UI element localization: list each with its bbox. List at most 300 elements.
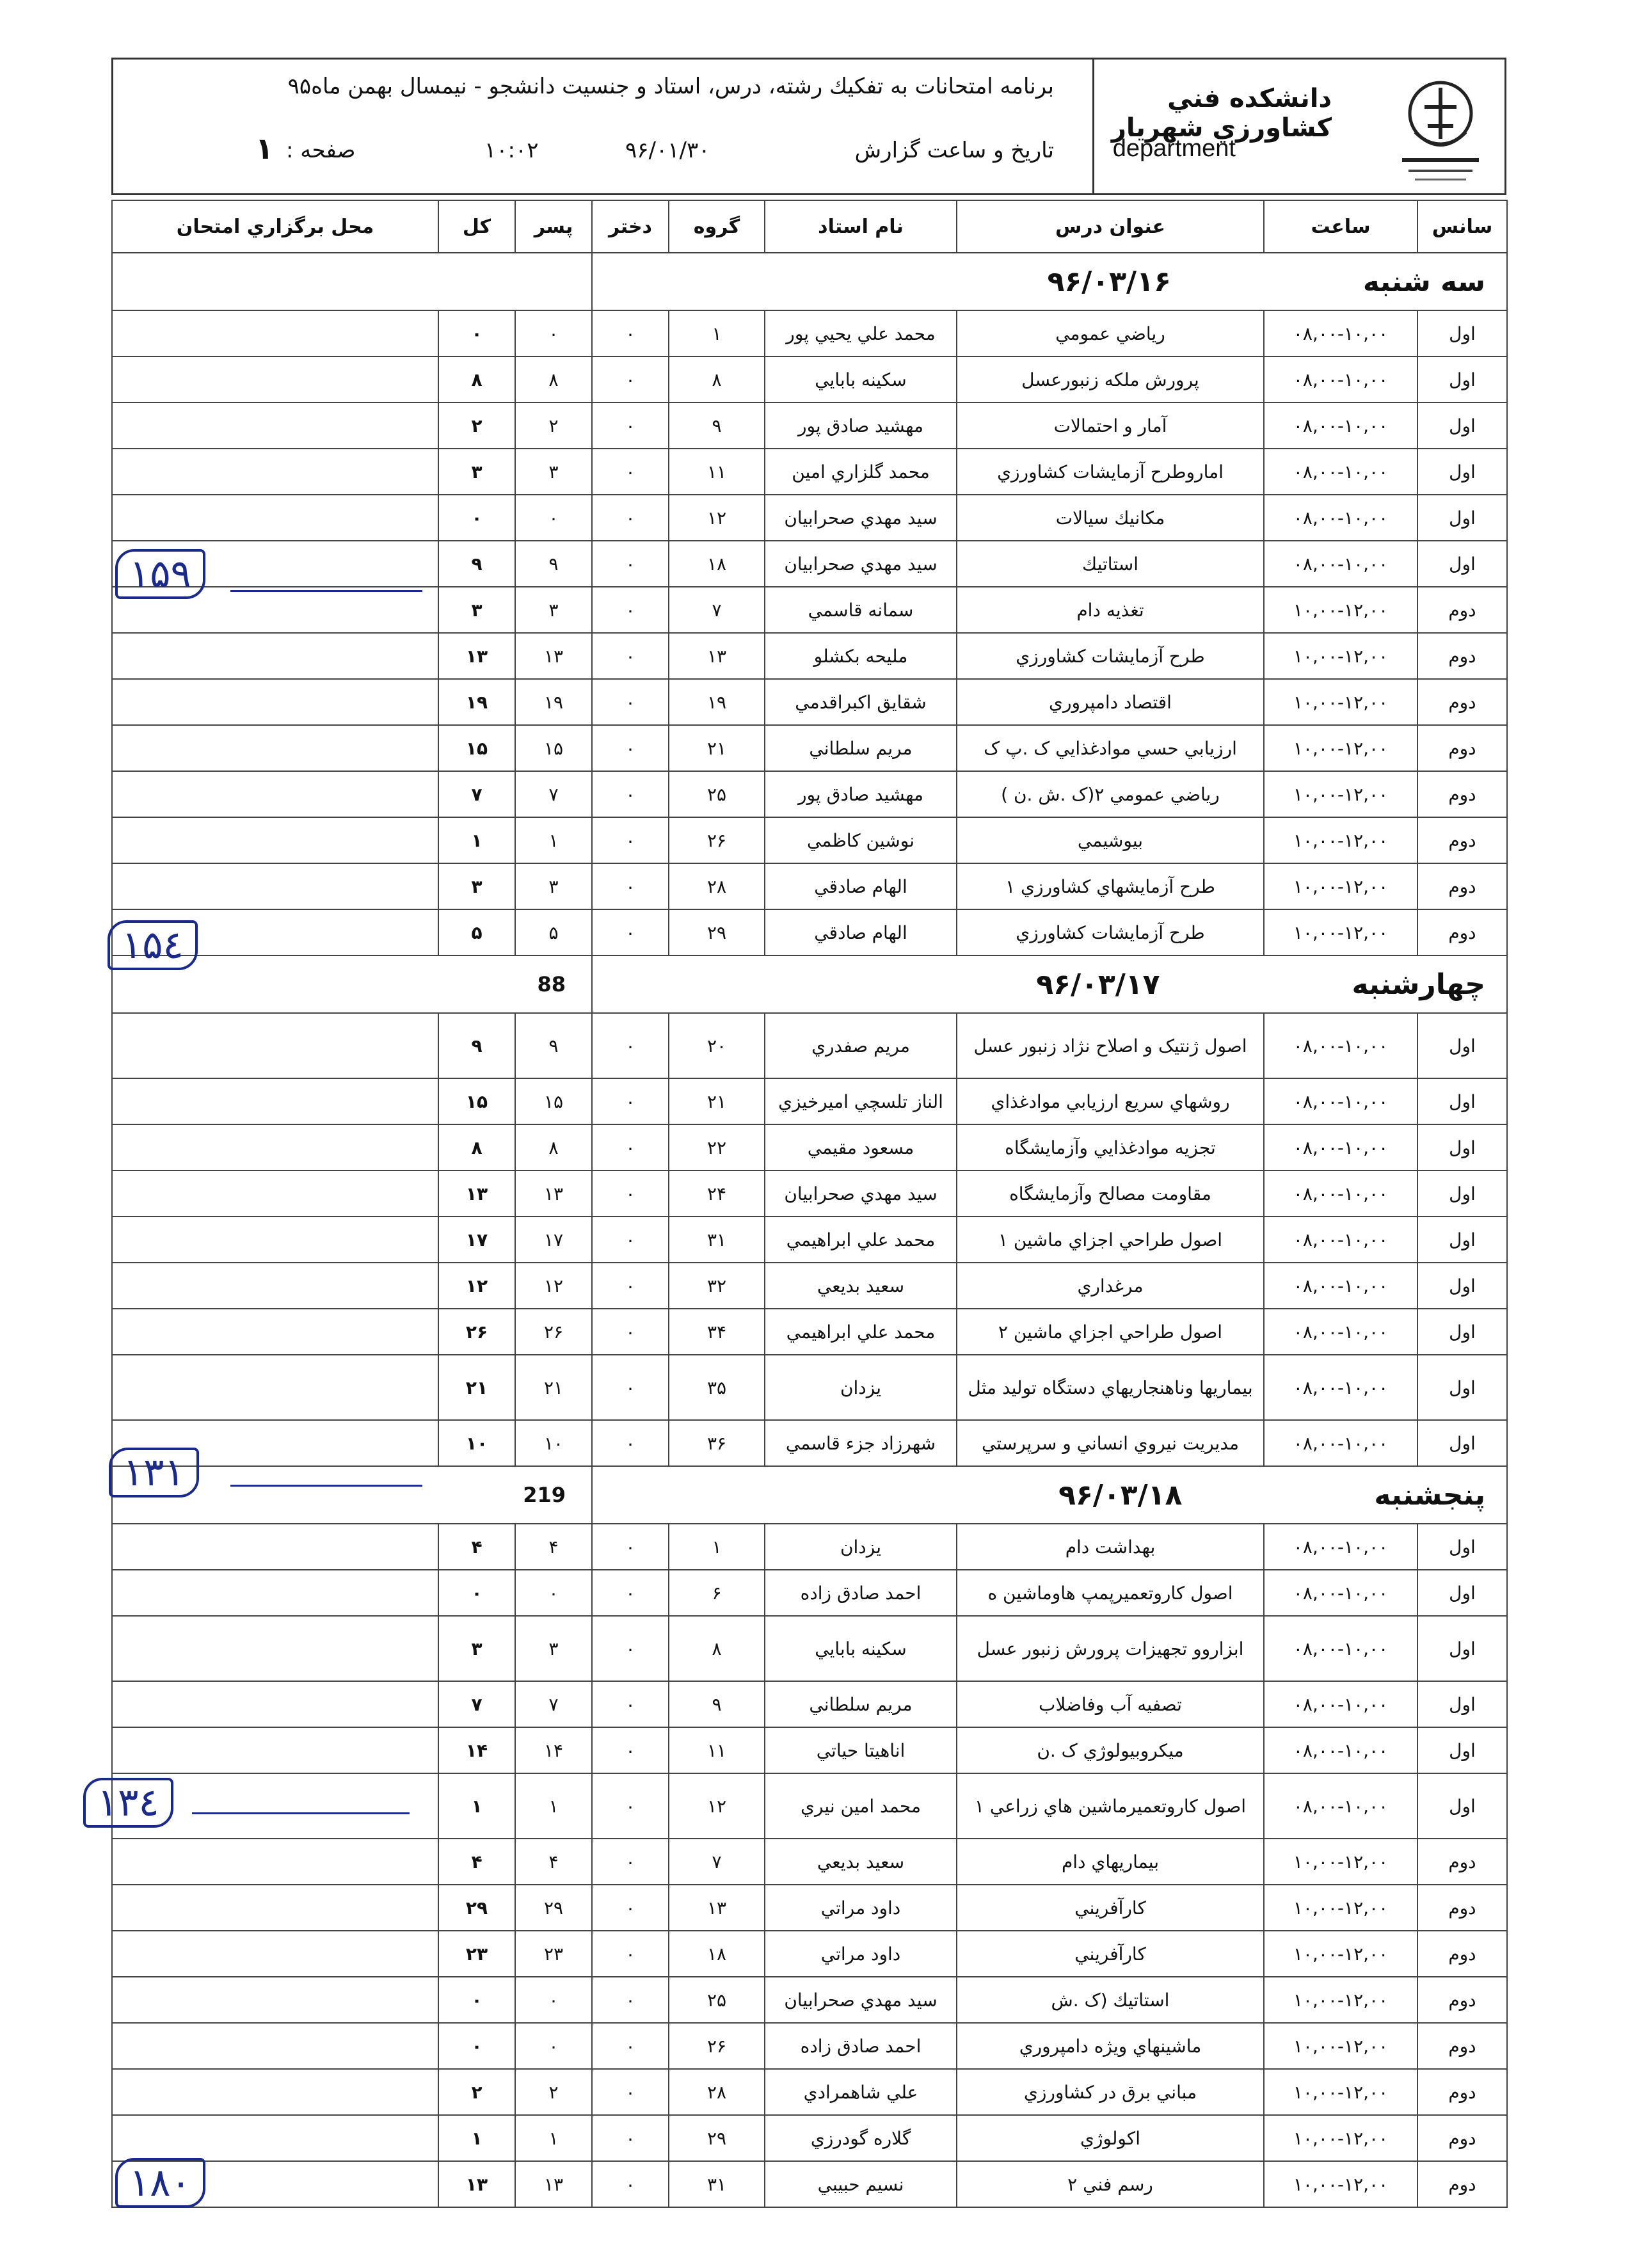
female-count-cell: ۰ bbox=[592, 310, 669, 356]
female-count-cell: ۰ bbox=[592, 771, 669, 817]
course-title-cell: اقتصاد دامپروري bbox=[957, 679, 1264, 725]
handwritten-underline bbox=[192, 1812, 410, 1814]
course-title-cell: رياضي عمومي bbox=[957, 310, 1264, 356]
course-title-cell: كارآفريني bbox=[957, 1931, 1264, 1977]
exam-location-cell bbox=[112, 1616, 438, 1681]
group-cell: ۷ bbox=[669, 1839, 765, 1885]
group-cell: ۳۱ bbox=[669, 1217, 765, 1263]
session-cell: اول bbox=[1417, 449, 1507, 495]
group-cell: ۲۶ bbox=[669, 817, 765, 863]
course-title-cell: بهداشت دام bbox=[957, 1524, 1264, 1570]
course-title-cell: استاتيك bbox=[957, 541, 1264, 587]
male-count-cell: ۱۰ bbox=[515, 1420, 592, 1466]
group-cell: ۹ bbox=[669, 1681, 765, 1727]
session-cell: اول bbox=[1417, 1616, 1507, 1681]
group-cell: ۲۸ bbox=[669, 2069, 765, 2115]
total-count-cell: ۷ bbox=[438, 771, 515, 817]
exam-location-cell bbox=[112, 679, 438, 725]
total-count-cell: ۸ bbox=[438, 356, 515, 403]
male-count-cell: ۳ bbox=[515, 449, 592, 495]
exam-location-cell bbox=[112, 1263, 438, 1309]
session-cell: اول bbox=[1417, 1170, 1507, 1217]
female-count-cell: ۰ bbox=[592, 863, 669, 909]
session-cell: اول bbox=[1417, 1013, 1507, 1078]
day-heading bbox=[592, 955, 1507, 1013]
course-title-cell: بيوشيمي bbox=[957, 817, 1264, 863]
day-name: سه شنبه bbox=[1362, 265, 1485, 298]
time-cell: ۰۸,۰۰-۱۰,۰۰ bbox=[1264, 1124, 1417, 1170]
report-date: ۹۶/۰۱/۳۰ bbox=[625, 138, 710, 163]
time-cell: ۰۸,۰۰-۱۰,۰۰ bbox=[1264, 1170, 1417, 1217]
table-row bbox=[112, 633, 1507, 679]
exam-location-cell bbox=[112, 449, 438, 495]
session-cell: اول bbox=[1417, 1309, 1507, 1355]
group-cell: ۲۰ bbox=[669, 1013, 765, 1078]
group-cell: ۱ bbox=[669, 310, 765, 356]
teacher-name-cell: محمد علي يحيي پور bbox=[765, 310, 957, 356]
teacher-name-cell: اناهيتا حياتي bbox=[765, 1727, 957, 1773]
exam-location-cell bbox=[112, 2115, 438, 2161]
report-date-label: تاريخ و ساعت گزارش bbox=[854, 138, 1054, 163]
male-count-cell: ۹ bbox=[515, 1013, 592, 1078]
session-cell: دوم bbox=[1417, 909, 1507, 955]
group-cell: ۹ bbox=[669, 403, 765, 449]
group-cell: ۳۴ bbox=[669, 1309, 765, 1355]
male-count-cell: ۹ bbox=[515, 541, 592, 587]
course-title-cell: اصول كاروتعميرماشين هاي زراعي ۱ bbox=[957, 1773, 1264, 1839]
exam-location-cell bbox=[112, 817, 438, 863]
group-cell: ۲۱ bbox=[669, 1078, 765, 1124]
time-cell: ۰۸,۰۰-۱۰,۰۰ bbox=[1264, 403, 1417, 449]
report-title: برنامه امتحانات به تفكيك رشته، درس، استاد و جنسيت دانشجو - نيمسال بهمن ماه۹۵ bbox=[287, 74, 1054, 99]
time-cell: ۰۸,۰۰-۱۰,۰۰ bbox=[1264, 1420, 1417, 1466]
male-count-cell: ۱۳ bbox=[515, 1170, 592, 1217]
session-cell: دوم bbox=[1417, 817, 1507, 863]
table-row bbox=[112, 679, 1507, 725]
session-cell: اول bbox=[1417, 1355, 1507, 1420]
teacher-name-cell: مريم سلطاني bbox=[765, 725, 957, 771]
teacher-name-cell: سيد مهدي صحرابيان bbox=[765, 1977, 957, 2023]
female-count-cell: ۰ bbox=[592, 1263, 669, 1309]
exam-schedule-table bbox=[111, 200, 1508, 2208]
teacher-name-cell: مهشيد صادق پور bbox=[765, 771, 957, 817]
table-row bbox=[112, 2069, 1507, 2115]
time-cell: ۰۸,۰۰-۱۰,۰۰ bbox=[1264, 1309, 1417, 1355]
time-cell: ۰۸,۰۰-۱۰,۰۰ bbox=[1264, 1570, 1417, 1616]
male-count-cell: ۰ bbox=[515, 310, 592, 356]
session-cell: دوم bbox=[1417, 771, 1507, 817]
course-title-cell: اصول طراحي اجزاي ماشين ۱ bbox=[957, 1217, 1264, 1263]
session-cell: اول bbox=[1417, 1420, 1507, 1466]
female-count-cell: ۰ bbox=[592, 1217, 669, 1263]
female-count-cell: ۰ bbox=[592, 2023, 669, 2069]
time-cell: ۰۸,۰۰-۱۰,۰۰ bbox=[1264, 1355, 1417, 1420]
male-count-cell: ۲۳ bbox=[515, 1931, 592, 1977]
female-count-cell: ۰ bbox=[592, 679, 669, 725]
table-row bbox=[112, 310, 1507, 356]
group-cell: ۳۲ bbox=[669, 1263, 765, 1309]
session-cell: دوم bbox=[1417, 679, 1507, 725]
session-cell: اول bbox=[1417, 1524, 1507, 1570]
department-label: department bbox=[1112, 135, 1236, 162]
time-cell: ۰۸,۰۰-۱۰,۰۰ bbox=[1264, 1217, 1417, 1263]
teacher-name-cell: مريم صفدري bbox=[765, 1013, 957, 1078]
course-title-cell: مديريت نيروي انساني و سرپرستي bbox=[957, 1420, 1264, 1466]
total-count-cell: ۱ bbox=[438, 817, 515, 863]
day-name: چهارشنبه bbox=[1352, 968, 1485, 1001]
female-count-cell: ۰ bbox=[592, 1931, 669, 1977]
group-cell: ۱۸ bbox=[669, 541, 765, 587]
table-row bbox=[112, 863, 1507, 909]
course-title-cell: طرح آزمايشهاي كشاورزي ۱ bbox=[957, 863, 1264, 909]
female-count-cell: ۰ bbox=[592, 1420, 669, 1466]
session-cell: دوم bbox=[1417, 2161, 1507, 2207]
female-count-cell: ۰ bbox=[592, 1355, 669, 1420]
total-count-cell: ۵ bbox=[438, 909, 515, 955]
course-title-cell: امارو‌طرح آزمايشات كشاورزي bbox=[957, 449, 1264, 495]
teacher-name-cell: نوشين كاظمي bbox=[765, 817, 957, 863]
table-row bbox=[112, 1170, 1507, 1217]
page-label: صفحه : bbox=[286, 138, 356, 163]
page-number: ۱ bbox=[255, 131, 274, 166]
time-cell: ۰۸,۰۰-۱۰,۰۰ bbox=[1264, 1681, 1417, 1727]
time-cell: ۰۸,۰۰-۱۰,۰۰ bbox=[1264, 1727, 1417, 1773]
session-cell: دوم bbox=[1417, 2115, 1507, 2161]
female-count-cell: ۰ bbox=[592, 587, 669, 633]
group-cell: ۷ bbox=[669, 587, 765, 633]
table-row bbox=[112, 403, 1507, 449]
exam-location-cell bbox=[112, 1524, 438, 1570]
time-cell: ۱۰,۰۰-۱۲,۰۰ bbox=[1264, 679, 1417, 725]
total-count-cell: ۲۶ bbox=[438, 1309, 515, 1355]
session-cell: دوم bbox=[1417, 2023, 1507, 2069]
group-cell: ۱۱ bbox=[669, 1727, 765, 1773]
group-cell: ۳۶ bbox=[669, 1420, 765, 1466]
exam-location-cell bbox=[112, 2023, 438, 2069]
male-count-cell: ۴ bbox=[515, 1524, 592, 1570]
total-count-cell: ۲۳ bbox=[438, 1931, 515, 1977]
day-name: پنجشنبه bbox=[1374, 1478, 1485, 1512]
college-name: دانشكده فني كشاورزي شهريار bbox=[1111, 84, 1332, 143]
time-cell: ۰۸,۰۰-۱۰,۰۰ bbox=[1264, 310, 1417, 356]
session-cell: اول bbox=[1417, 1124, 1507, 1170]
course-title-cell: بيماريها وناهنجاريهاي دستگاه توليد مثل bbox=[957, 1355, 1264, 1420]
time-cell: ۱۰,۰۰-۱۲,۰۰ bbox=[1264, 633, 1417, 679]
course-title-cell: ابزاروو تجهيزات پرورش زنبور عسل bbox=[957, 1616, 1264, 1681]
table-row bbox=[112, 495, 1507, 541]
female-count-cell: ۰ bbox=[592, 1681, 669, 1727]
session-cell: اول bbox=[1417, 541, 1507, 587]
male-count-cell: ۱ bbox=[515, 2115, 592, 2161]
female-count-cell: ۰ bbox=[592, 495, 669, 541]
course-title-cell: طرح آزمايشات كشاورزي bbox=[957, 909, 1264, 955]
female-count-cell: ۰ bbox=[592, 403, 669, 449]
course-title-cell: مكانيك سيالات bbox=[957, 495, 1264, 541]
column-header: ساعت bbox=[1264, 200, 1417, 253]
table-row bbox=[112, 725, 1507, 771]
course-title-cell: بيماريهاي دام bbox=[957, 1839, 1264, 1885]
teacher-name-cell: سكينه بابايي bbox=[765, 1616, 957, 1681]
total-count-cell: ۲ bbox=[438, 2069, 515, 2115]
male-count-cell: ۳ bbox=[515, 863, 592, 909]
session-cell: دوم bbox=[1417, 1839, 1507, 1885]
teacher-name-cell: محمد علي ابراهيمي bbox=[765, 1217, 957, 1263]
table-row bbox=[112, 1885, 1507, 1931]
session-cell: دوم bbox=[1417, 633, 1507, 679]
teacher-name-cell: محمد امين نيري bbox=[765, 1773, 957, 1839]
table-row bbox=[112, 1078, 1507, 1124]
male-count-cell: ۲۹ bbox=[515, 1885, 592, 1931]
male-count-cell: ۰ bbox=[515, 1570, 592, 1616]
day-date: ۹۶/۰۳/۱۸ bbox=[1058, 1478, 1183, 1512]
male-count-cell: ۱۳ bbox=[515, 2161, 592, 2207]
college-info bbox=[1094, 60, 1504, 193]
session-cell: دوم bbox=[1417, 725, 1507, 771]
group-cell: ۱۲ bbox=[669, 495, 765, 541]
time-cell: ۱۰,۰۰-۱۲,۰۰ bbox=[1264, 863, 1417, 909]
female-count-cell: ۰ bbox=[592, 909, 669, 955]
table-row bbox=[112, 1977, 1507, 2023]
male-count-cell: ۰ bbox=[515, 2023, 592, 2069]
column-header: محل برگزاري امتحان bbox=[112, 200, 438, 253]
session-cell: اول bbox=[1417, 1078, 1507, 1124]
total-count-cell: ۳ bbox=[438, 587, 515, 633]
male-count-cell: ۱۷ bbox=[515, 1217, 592, 1263]
time-cell: ۰۸,۰۰-۱۰,۰۰ bbox=[1264, 356, 1417, 403]
exam-location-cell bbox=[112, 1885, 438, 1931]
day-date: ۹۶/۰۳/۱۷ bbox=[1036, 968, 1160, 1001]
group-cell: ۸ bbox=[669, 1616, 765, 1681]
table-row bbox=[112, 587, 1507, 633]
column-header: سانس bbox=[1417, 200, 1507, 253]
day-header-row bbox=[112, 955, 1507, 1013]
female-count-cell: ۰ bbox=[592, 1013, 669, 1078]
day-header-row bbox=[112, 253, 1507, 310]
table-row bbox=[112, 1773, 1507, 1839]
handwritten-note: ۱۳٤ bbox=[83, 1778, 173, 1828]
teacher-name-cell: علي شاهمرادي bbox=[765, 2069, 957, 2115]
total-count-cell: ۱۴ bbox=[438, 1727, 515, 1773]
course-title-cell: اصول ژنتيک و اصلاح نژاد زنبور عسل bbox=[957, 1013, 1264, 1078]
male-count-cell: ۷ bbox=[515, 1681, 592, 1727]
course-title-cell: رياضي عمومي ۲(ک .ش .ن ) bbox=[957, 771, 1264, 817]
day-header-row bbox=[112, 1466, 1507, 1524]
total-count-cell: ۰ bbox=[438, 2023, 515, 2069]
table-row bbox=[112, 1355, 1507, 1420]
table-row bbox=[112, 1309, 1507, 1355]
teacher-name-cell: الناز تلسچي اميرخيزي bbox=[765, 1078, 957, 1124]
course-title-cell: ارزيابي حسي موادغذايي ک .پ ک bbox=[957, 725, 1264, 771]
teacher-name-cell: شهرزاد جزء قاسمي bbox=[765, 1420, 957, 1466]
time-cell: ۱۰,۰۰-۱۲,۰۰ bbox=[1264, 2069, 1417, 2115]
total-count-cell: ۳ bbox=[438, 449, 515, 495]
teacher-name-cell: الهام صادقي bbox=[765, 863, 957, 909]
column-header: دختر bbox=[592, 200, 669, 253]
total-count-cell: ۷ bbox=[438, 1681, 515, 1727]
time-cell: ۱۰,۰۰-۱۲,۰۰ bbox=[1264, 2161, 1417, 2207]
female-count-cell: ۰ bbox=[592, 1570, 669, 1616]
session-cell: اول bbox=[1417, 403, 1507, 449]
table-row bbox=[112, 1570, 1507, 1616]
session-cell: اول bbox=[1417, 1681, 1507, 1727]
group-cell: ۲۲ bbox=[669, 1124, 765, 1170]
female-count-cell: ۰ bbox=[592, 541, 669, 587]
handwritten-note: ۱۳۱ bbox=[109, 1448, 199, 1497]
time-cell: ۱۰,۰۰-۱۲,۰۰ bbox=[1264, 587, 1417, 633]
handwritten-note: ۱۵٤ bbox=[108, 920, 198, 970]
course-title-cell: اصول طراحي اجزاي ماشين ۲ bbox=[957, 1309, 1264, 1355]
time-cell: ۱۰,۰۰-۱۲,۰۰ bbox=[1264, 2115, 1417, 2161]
group-cell: ۲۴ bbox=[669, 1170, 765, 1217]
day-heading bbox=[592, 1466, 1507, 1524]
female-count-cell: ۰ bbox=[592, 2069, 669, 2115]
course-title-cell: ميكروبيولوژي ک .ن bbox=[957, 1727, 1264, 1773]
male-count-cell: ۳ bbox=[515, 587, 592, 633]
table-body bbox=[112, 253, 1507, 2207]
session-cell: دوم bbox=[1417, 863, 1507, 909]
total-count-cell: ۳ bbox=[438, 1616, 515, 1681]
teacher-name-cell: داود مراتي bbox=[765, 1931, 957, 1977]
teacher-name-cell: احمد صادق زاده bbox=[765, 1570, 957, 1616]
session-cell: اول bbox=[1417, 356, 1507, 403]
female-count-cell: ۰ bbox=[592, 1727, 669, 1773]
column-header: گروه bbox=[669, 200, 765, 253]
course-title-cell: طرح آزمايشات كشاورزي bbox=[957, 633, 1264, 679]
group-cell: ۱۱ bbox=[669, 449, 765, 495]
male-count-cell: ۵ bbox=[515, 909, 592, 955]
teacher-name-cell: گلاره گودرزي bbox=[765, 2115, 957, 2161]
exam-location-cell bbox=[112, 1681, 438, 1727]
column-header: نام استاد bbox=[765, 200, 957, 253]
total-count-cell: ۱۲ bbox=[438, 1263, 515, 1309]
table-row bbox=[112, 1681, 1507, 1727]
teacher-name-cell: مليحه بكشلو bbox=[765, 633, 957, 679]
exam-location-cell bbox=[112, 1078, 438, 1124]
exam-location-cell bbox=[112, 863, 438, 909]
course-title-cell: پرورش ملكه زنبورعسل bbox=[957, 356, 1264, 403]
exam-location-cell bbox=[112, 495, 438, 541]
course-title-cell: مقاومت مصالح وآزمايشگاه bbox=[957, 1170, 1264, 1217]
exam-location-cell bbox=[112, 1309, 438, 1355]
group-cell: ۲۹ bbox=[669, 909, 765, 955]
male-count-cell: ۴ bbox=[515, 1839, 592, 1885]
day-date: ۹۶/۰۳/۱۶ bbox=[1047, 265, 1171, 298]
exam-location-cell bbox=[112, 1355, 438, 1420]
group-cell: ۱ bbox=[669, 1524, 765, 1570]
session-cell: اول bbox=[1417, 1217, 1507, 1263]
handwritten-note: ۱۵۹ bbox=[115, 549, 205, 599]
male-count-cell: ۳ bbox=[515, 1616, 592, 1681]
table-row bbox=[112, 1727, 1507, 1773]
female-count-cell: ۰ bbox=[592, 1885, 669, 1931]
total-count-cell: ۱۷ bbox=[438, 1217, 515, 1263]
course-title-cell: روشهاي سريع ارزيابي موادغذاي bbox=[957, 1078, 1264, 1124]
exam-location-cell bbox=[112, 1013, 438, 1078]
teacher-name-cell: سيد مهدي صحرابيان bbox=[765, 1170, 957, 1217]
time-cell: ۰۸,۰۰-۱۰,۰۰ bbox=[1264, 449, 1417, 495]
total-count-cell: ۰ bbox=[438, 1977, 515, 2023]
female-count-cell: ۰ bbox=[592, 1773, 669, 1839]
total-count-cell: ۹ bbox=[438, 541, 515, 587]
female-count-cell: ۰ bbox=[592, 817, 669, 863]
female-count-cell: ۰ bbox=[592, 1839, 669, 1885]
time-cell: ۰۸,۰۰-۱۰,۰۰ bbox=[1264, 1524, 1417, 1570]
group-cell: ۱۳ bbox=[669, 633, 765, 679]
course-title-cell: تجزيه موادغذايي وآزمايشگاه bbox=[957, 1124, 1264, 1170]
female-count-cell: ۰ bbox=[592, 1078, 669, 1124]
teacher-name-cell: مسعود مقيمي bbox=[765, 1124, 957, 1170]
total-count-cell: ۱۵ bbox=[438, 725, 515, 771]
teacher-name-cell: احمد صادق زاده bbox=[765, 2023, 957, 2069]
total-count-cell: ۸ bbox=[438, 1124, 515, 1170]
course-title-cell: اكولوژي bbox=[957, 2115, 1264, 2161]
total-count-cell: ۱۳ bbox=[438, 2161, 515, 2207]
time-cell: ۱۰,۰۰-۱۲,۰۰ bbox=[1264, 909, 1417, 955]
total-count-cell: ۰ bbox=[438, 1570, 515, 1616]
teacher-name-cell: سعيد بديعي bbox=[765, 1263, 957, 1309]
group-cell: ۲۱ bbox=[669, 725, 765, 771]
university-logo-icon bbox=[1389, 68, 1492, 190]
table-row bbox=[112, 2023, 1507, 2069]
table-row bbox=[112, 1931, 1507, 1977]
table-row bbox=[112, 541, 1507, 587]
time-cell: ۰۸,۰۰-۱۰,۰۰ bbox=[1264, 495, 1417, 541]
total-count-cell: ۱۳ bbox=[438, 633, 515, 679]
teacher-name-cell: يزدان bbox=[765, 1355, 957, 1420]
table-header-row bbox=[112, 200, 1507, 253]
course-title-cell: مباني برق در كشاورزي bbox=[957, 2069, 1264, 2115]
total-count-cell: ۲ bbox=[438, 403, 515, 449]
exam-location-cell bbox=[112, 1217, 438, 1263]
table-row bbox=[112, 2161, 1507, 2207]
report-header bbox=[111, 58, 1506, 195]
session-cell: اول bbox=[1417, 1773, 1507, 1839]
total-count-cell: ۰ bbox=[438, 310, 515, 356]
table-row bbox=[112, 449, 1507, 495]
handwritten-underline bbox=[230, 1485, 422, 1487]
report-time: ۱۰:۰۲ bbox=[484, 138, 539, 163]
exam-location-cell bbox=[112, 725, 438, 771]
female-count-cell: ۰ bbox=[592, 725, 669, 771]
course-title-cell: ماشينهاي ويژه دامپروري bbox=[957, 2023, 1264, 2069]
session-cell: اول bbox=[1417, 495, 1507, 541]
table-row bbox=[112, 356, 1507, 403]
teacher-name-cell: يزدان bbox=[765, 1524, 957, 1570]
female-count-cell: ۰ bbox=[592, 2115, 669, 2161]
session-cell: دوم bbox=[1417, 1885, 1507, 1931]
table-row bbox=[112, 1524, 1507, 1570]
total-count-cell: ۲۹ bbox=[438, 1885, 515, 1931]
total-count-cell: ۱۳ bbox=[438, 1170, 515, 1217]
day-heading bbox=[592, 253, 1507, 310]
teacher-name-cell: سيد مهدي صحرابيان bbox=[765, 495, 957, 541]
teacher-name-cell: محمد علي ابراهيمي bbox=[765, 1309, 957, 1355]
table-row bbox=[112, 1013, 1507, 1078]
total-count-cell: ۴ bbox=[438, 1524, 515, 1570]
exam-location-cell bbox=[112, 1977, 438, 2023]
group-cell: ۲۶ bbox=[669, 2023, 765, 2069]
session-cell: دوم bbox=[1417, 587, 1507, 633]
table-row bbox=[112, 1217, 1507, 1263]
male-count-cell: ۱۹ bbox=[515, 679, 592, 725]
time-cell: ۰۸,۰۰-۱۰,۰۰ bbox=[1264, 1616, 1417, 1681]
total-count-cell: ۱۰ bbox=[438, 1420, 515, 1466]
course-title-cell: رسم فني ۲ bbox=[957, 2161, 1264, 2207]
session-cell: دوم bbox=[1417, 2069, 1507, 2115]
total-count-cell: ۹ bbox=[438, 1013, 515, 1078]
exam-location-cell bbox=[112, 633, 438, 679]
time-cell: ۰۸,۰۰-۱۰,۰۰ bbox=[1264, 1263, 1417, 1309]
